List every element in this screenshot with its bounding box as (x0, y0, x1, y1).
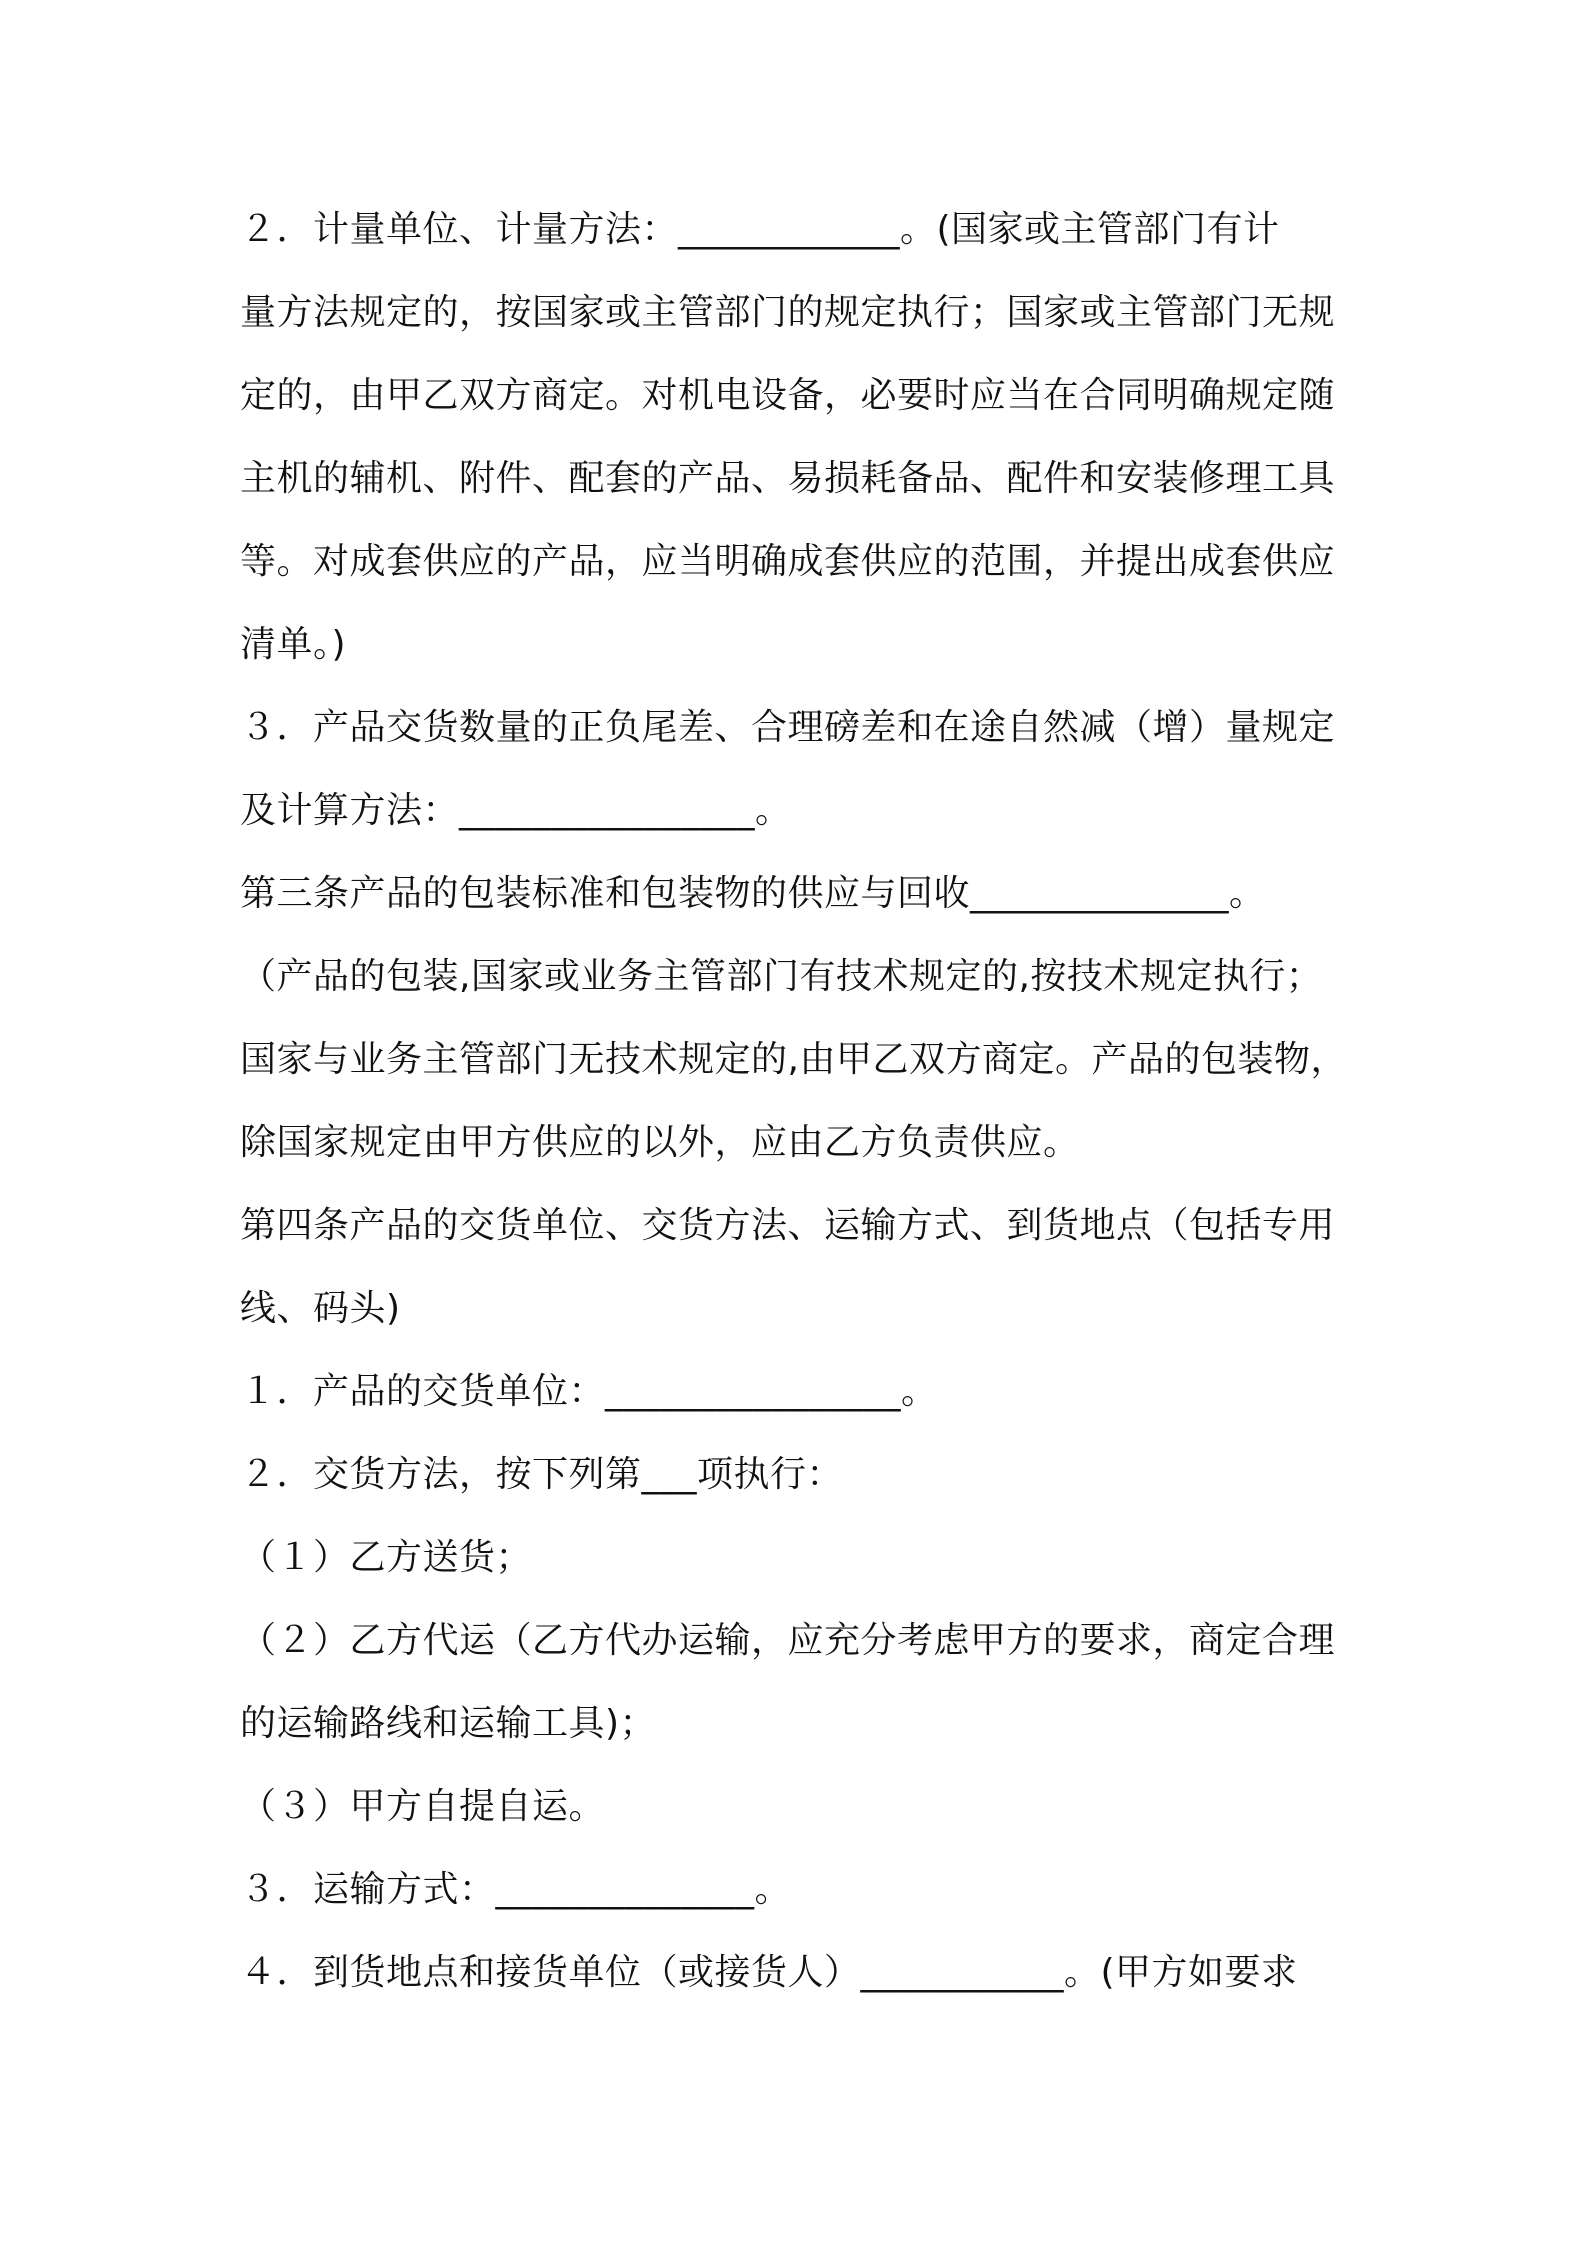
text-line: （产品的包装,国家或业务主管部门有技术规定的,按技术规定执行； (240, 956, 1323, 997)
text-line: 国家与业务主管部门无技术规定的,由甲乙双方商定。产品的包装物， (240, 1039, 1347, 1080)
text-line: ３．运输方式：______________。 (240, 1869, 792, 1910)
text-line: 等。对成套供应的产品，应当明确成套供应的范围，并提出成套供应 (240, 541, 1336, 582)
text-line: ３．产品交货数量的正负尾差、合理磅差和在途自然减（增）量规定 (240, 707, 1336, 748)
text-line: 及计算方法：________________。 (240, 790, 792, 831)
text-line: 清单。) (240, 624, 347, 665)
text-line: 定的，由甲乙双方商定。对机电设备，必要时应当在合同明确规定随 (240, 375, 1336, 416)
text-line: ２．计量单位、计量方法：____________。(国家或主管部门有计 (240, 209, 1280, 250)
text-line: 除国家规定由甲方供应的以外，应由乙方负责供应。 (240, 1122, 1080, 1163)
text-line: 量方法规定的，按国家或主管部门的规定执行；国家或主管部门无规 (240, 292, 1336, 333)
text-line: 线、码头) (240, 1288, 401, 1329)
text-line: ２．交货方法，按下列第___项执行： (240, 1454, 844, 1495)
text-line: 的运输路线和运输工具)； (240, 1703, 657, 1744)
text-line: （１）乙方送货； (240, 1537, 533, 1578)
text-line: 主机的辅机、附件、配套的产品、易损耗备品、配件和安装修理工具 (240, 458, 1336, 499)
text-line: ４．到货地点和接货单位（或接货人）___________。(甲方如要求 (240, 1952, 1298, 1993)
text-line: １．产品的交货单位：________________。 (240, 1371, 938, 1412)
contract-text (240, 188, 1360, 2014)
text-line: （２）乙方代运（乙方代办运输，应充分考虑甲方的要求，商定合理 (240, 1620, 1336, 1661)
text-line: 第四条产品的交货单位、交货方法、运输方式、到货地点（包括专用 (240, 1205, 1336, 1246)
text-line: （３）甲方自提自运。 (240, 1786, 606, 1827)
text-line: 第三条产品的包装标准和包装物的供应与回收______________。 (240, 873, 1266, 914)
